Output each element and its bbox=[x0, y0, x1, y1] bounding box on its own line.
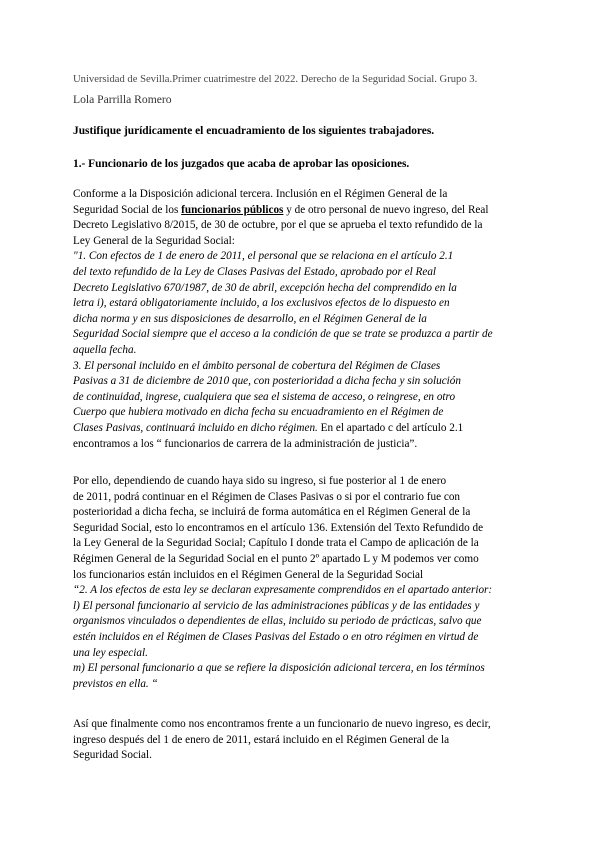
quote-line: Pasivas a 31 de diciembre de 2010 que, con posterioridad a dicha fecha y sin solución bbox=[73, 375, 461, 388]
quote-line: l) El personal funcionario al servicio de las administraciones públicas y de las entidades y bbox=[73, 599, 480, 612]
quote-line: letra i), estará obligatoriamente incluido, a los exclusivos efectos de lo dispuesto en bbox=[73, 297, 450, 310]
quote-line: de continuidad, ingrese, cualquiera que sea el sistema de acceso, o reingrese, en otro bbox=[73, 390, 456, 403]
quote-line: Seguridad Social siempre que el acceso a la condición de que se trate se produzca a partir de bbox=[73, 328, 493, 341]
quote-line: organismos vinculados o dependientes de ellas, incluido su periodo de prácticas, salvo que bbox=[73, 615, 482, 628]
text-fragment: y de otro personal de nuevo ingreso, del Real bbox=[283, 203, 489, 216]
assignment-title: Justifique jurídicamente el encuadramiento de los siguientes trabajadores. bbox=[73, 125, 435, 137]
text-line bbox=[73, 203, 531, 219]
text-line: Por ello, dependiendo de cuando haya sido su ingreso, si fue posterior al 1 de enero bbox=[73, 475, 447, 487]
quote-line: m) El personal funcionario a que se refiere la disposición adicional tercera, en los términos bbox=[73, 662, 485, 675]
text-line: Ley General de la Seguridad Social: bbox=[73, 234, 235, 247]
text-line: Seguridad Social. bbox=[73, 749, 152, 762]
quote-line: Cuerpo que hubiera motivado en dicha fecha su encuadramiento en el Régimen de bbox=[73, 406, 444, 419]
quote-line: 3. El personal incluido en el ámbito personal de cobertura del Régimen de Clases bbox=[73, 359, 441, 372]
text-line: Seguridad Social, esto lo encontramos en el artículo 136. Extensión del Texto Refundido de bbox=[73, 521, 484, 534]
text-line: Así que finalmente como nos encontramos frente a un funcionario de nuevo ingreso, es decir, bbox=[73, 718, 491, 730]
funcionarios-publicos-link[interactable]: funcionarios públicos bbox=[181, 203, 284, 216]
text-fragment: En el apartado c del artículo 2.1 bbox=[317, 421, 464, 434]
text-line: la Ley General de la Seguridad Social; Capítulo I donde trata el Campo de aplicación de la bbox=[73, 537, 479, 550]
text-line: Conforme a la Disposición adicional tercera. Inclusión en el Régimen General de la bbox=[73, 188, 448, 200]
quote-line: estén incluidos en el Régimen de Clases Pasivas del Estado o en otro régimen en virtud de bbox=[73, 630, 479, 643]
quote-line: Decreto Legislativo 670/1987, de 30 de abril, excepción hecha del comprendido en la bbox=[73, 281, 457, 294]
text-fragment: Seguridad Social de los bbox=[73, 203, 182, 216]
quote-line: “2. A los efectos de esta ley se declaran expresamente comprendidos en el apartado anterior: bbox=[73, 584, 493, 597]
quote-line: previstos en ella. “ bbox=[73, 677, 158, 690]
paragraph-1 bbox=[73, 187, 531, 452]
text-line: encontramos a los “ funcionarios de carrera de la administración de justicia”. bbox=[73, 437, 418, 450]
section-heading: 1.- Funcionario de los juzgados que acaba de aprobar las oposiciones. bbox=[73, 158, 410, 170]
paragraph-2 bbox=[73, 474, 531, 692]
text-line: posterioridad a dicha fecha, se incluirá de forma automática en el Régimen General de la bbox=[73, 506, 471, 519]
quote-line: dicha norma y en sus disposiciones de desarrollo, en el Régimen General de la bbox=[73, 312, 427, 325]
quote-fragment: Clases Pasivas, continuará incluido en dicho régimen. bbox=[73, 421, 318, 434]
quote-line: del texto refundido de la Ley de Clases Pasivas del Estado, aprobado por el Real bbox=[73, 265, 437, 278]
text-line: los funcionarios están incluidos en el Régimen General de la Seguridad Social bbox=[73, 568, 424, 581]
text-line: Decreto Legislativo 8/2015, de 30 de octubre, por el que se aprueba el texto refundido de la bbox=[73, 219, 483, 232]
text-line: Régimen General de la Seguridad Social en el punto 2º apartado L y M podemos ver como bbox=[73, 552, 479, 565]
course-header: Universidad de Sevilla.Primer cuatrimestre del 2022. Derecho de la Seguridad Social. Grupo 3. bbox=[73, 74, 478, 85]
text-line: ingreso después del 1 de enero de 2011, estará incluido en el Régimen General de la bbox=[73, 733, 450, 746]
author-name: Lola Parrilla Romero bbox=[73, 93, 172, 106]
text-line bbox=[73, 421, 531, 437]
quote-line: aquella fecha. bbox=[73, 343, 137, 356]
text-line: de 2011, podrá continuar en el Régimen de Clases Pasivas o si por el contrario fue con bbox=[73, 490, 461, 503]
quote-line: una ley especial. bbox=[73, 646, 148, 659]
quote-line: "1. Con efectos de 1 de enero de 2011, el personal que se relaciona en el artículo 2.1 bbox=[73, 250, 454, 263]
paragraph-3 bbox=[73, 717, 531, 764]
